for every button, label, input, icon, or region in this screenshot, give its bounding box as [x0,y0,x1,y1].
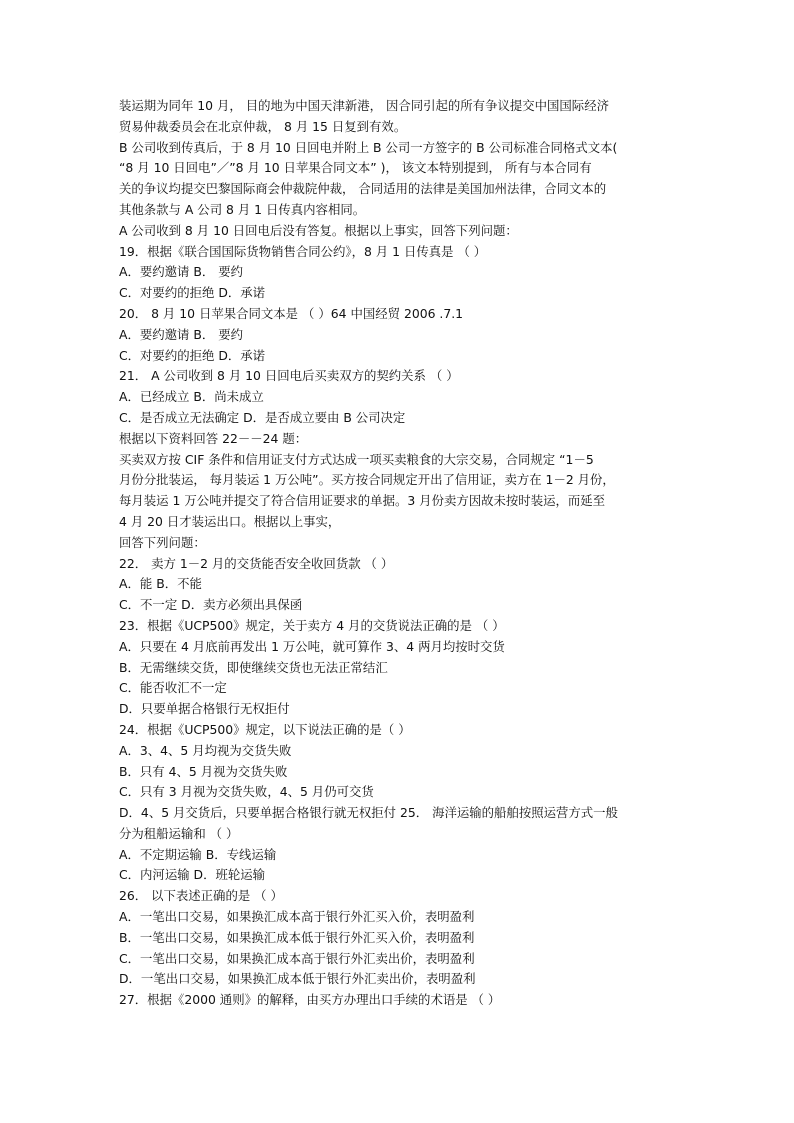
text-line: 月份分批装运， 每月装运 1 万公吨”。买方按合同规定开出了信用证，卖方在 1－2 月份， [119,472,615,488]
question-21: 21． A 公司收到 8 月 10 日回电后买卖双方的契约关系 （ ） [119,368,459,384]
text-line: B 公司收到传真后，于 8 月 10 日回电并附上 B 公司一方签字的 B 公司标准合同格式文本( [119,139,618,155]
text-line: 4 月 20 日才装运出口。根据以上事实， [119,513,341,529]
text-line: 贸易仲裁委员会在北京仲裁， 8 月 15 日复到有效。 [119,118,407,134]
option-line: A．已经成立 B．尚未成立 [119,389,264,405]
option-line: B．只有 4、5 月视为交货失败 [119,763,288,779]
option-line: C．只有 3 月视为交货失败，4、5 月仍可交货 [119,784,374,800]
text-line: 装运期为同年 10 月， 目的地为中国天津新港， 因合同引起的所有争议提交中国国际经济 [119,98,609,113]
document-body [119,96,679,1011]
option-line: C．一笔出口交易，如果换汇成本高于银行外汇卖出价，表明盈利 [119,950,475,966]
option-line: A．要约邀请 B． 要约 [119,264,243,280]
question-20: 20． 8 月 10 日苹果合同文本是 （ ）64 中国经贸 2006 .7.1 [119,305,464,321]
question-22: 22． 卖方 1－2 月的交货能否安全收回货款 （ ） [119,555,394,571]
text-line: 分为租船运输和 （ ） [119,825,239,841]
option-line: D．4、5 月交货后，只要单据合格银行就无权拒付 25． 海洋运输的船舶按照运营方式一般 [119,805,618,821]
text-line: 关的争议均提交巴黎国际商会仲裁院仲裁， 合同适用的法律是美国加州法律，合同文本的 [119,181,607,197]
option-line: A．不定期运输 B．专线运输 [119,846,277,862]
option-line: A．只要在 4 月底前再发出 1 万公吨，就可算作 3、4 两月均按时交货 [119,638,505,654]
option-line: A．能 B．不能 [119,576,202,592]
text-line: “8 月 10 日回电”／”8 月 10 日苹果合同文本” )， 该文本特别提到， 所有与本合同有 [119,160,592,176]
option-line: C．对要约的拒绝 D．承诺 [119,285,266,301]
option-line: C．对要约的拒绝 D．承诺 [119,347,266,363]
question-26: 26． 以下表述正确的是 （ ） [119,888,283,904]
question-24: 24．根据《UCP500》规定，以下说法正确的是（ ） [119,721,411,737]
option-line: B．无需继续交货，即使继续交货也无法正常结汇 [119,659,388,675]
text-line: 回答下列问题： [119,534,206,550]
text-line: 买卖双方按 CIF 条件和信用证支付方式达成一项买卖粮食的大宗交易，合同规定 “1－5 [119,451,594,467]
question-19: 19．根据《联合国国际货物销售合同公约》，8 月 1 日传真是 （ ） [119,243,487,259]
text-line: A 公司收到 8 月 10 日回电后没有答复。根据以上事实，回答下列问题： [119,222,518,238]
option-line: B．一笔出口交易，如果换汇成本低于银行外汇买入价，表明盈利 [119,929,475,945]
option-line: D．一笔出口交易，如果换汇成本低于银行外汇卖出价，表明盈利 [119,971,476,987]
text-line: 每月装运 1 万公吨并提交了符合信用证要求的单据。3 月份卖方因故未按时装运，而延至 [119,493,606,509]
option-line: C．是否成立无法确定 D．是否成立要由 B 公司决定 [119,409,406,425]
question-23: 23．根据《UCP500》规定，关于卖方 4 月的交货说法正确的是 （ ） [119,617,505,633]
option-line: A．要约邀请 B． 要约 [119,326,243,342]
question-27: 27．根据《2000 通则》的解释，由买方办理出口手续的术语是 （ ） [119,992,501,1008]
option-line: D．只要单据合格银行无权拒付 [119,701,290,717]
text-line: 根据以下资料回答 22－－24 题： [119,430,308,446]
option-line: A．3、4、5 月均视为交货失败 [119,742,292,758]
text-line: 其他条款与 A 公司 8 月 1 日传真内容相同。 [119,201,366,217]
option-line: C．能否收汇不一定 [119,680,227,696]
option-line: C．不一定 D．卖方必须出具保函 [119,597,303,613]
option-line: C．内河运输 D．班轮运输 [119,867,266,883]
option-line: A．一笔出口交易，如果换汇成本高于银行外汇买入价，表明盈利 [119,909,475,925]
